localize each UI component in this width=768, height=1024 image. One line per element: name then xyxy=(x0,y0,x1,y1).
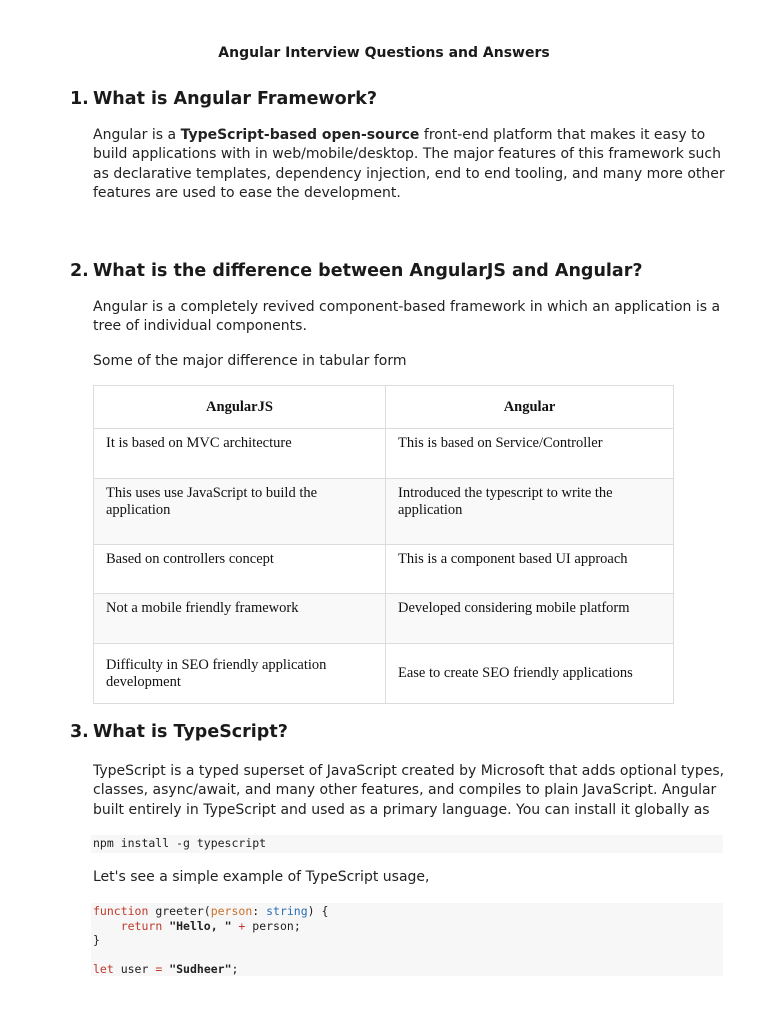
table-cell: Ease to create SEO friendly applications xyxy=(386,644,674,704)
code-text: user xyxy=(113,962,156,976)
table-header-row xyxy=(94,386,674,429)
table-row xyxy=(94,644,674,704)
example-intro: Let's see a simple example of TypeScript usage, xyxy=(93,869,430,885)
question-3-number: 3. xyxy=(70,722,89,742)
question-1-heading xyxy=(70,89,377,109)
table-cell: This uses use JavaScript to build the application xyxy=(94,479,386,545)
answer-text-start: Angular is a xyxy=(93,127,181,143)
code-text: person; xyxy=(252,918,301,933)
table-cell: Introduced the typescript to write the application xyxy=(386,479,674,545)
question-3-answer: TypeScript is a typed superset of JavaScript created by Microsoft that adds optional types, classes, async/await, and many other features, and compiles to plain JavaScript. Angular built entirely in TypeScript and used as a primary language. You can install it globally as xyxy=(93,763,725,818)
table-cell: This is based on Service/Controller xyxy=(386,429,674,479)
question-3-heading xyxy=(70,722,288,742)
header-angular: Angular xyxy=(386,386,674,429)
code-operator: + xyxy=(231,918,253,933)
code-param: person xyxy=(210,904,253,918)
table-cell: It is based on MVC architecture xyxy=(94,429,386,479)
table-cell: Difficulty in SEO friendly application development xyxy=(94,644,386,704)
code-text: : xyxy=(252,904,267,918)
document-title: Angular Interview Questions and Answers xyxy=(218,45,550,61)
code-indent xyxy=(93,919,121,933)
question-1-title: What is Angular Framework? xyxy=(93,89,378,109)
table-cell: Not a mobile friendly framework xyxy=(94,594,386,644)
code-text: ) { xyxy=(307,904,329,918)
code-line xyxy=(91,904,723,919)
code-type: string xyxy=(266,904,308,918)
table-cell: This is a component based UI approach xyxy=(386,545,674,594)
code-text: greeter( xyxy=(148,904,211,918)
code-text: ; xyxy=(231,962,239,976)
example-code-block xyxy=(91,903,723,976)
code-line-blank xyxy=(91,948,723,963)
answer-text-end: front-end platform that makes it easy to build applications with in web/mobile/desktop. The major features of this framework such as declarative templates, dependency injection, end to end tooling, and many more other features are used to ease the development. xyxy=(93,127,725,202)
table-row xyxy=(94,429,674,479)
question-2-answer: Angular is a completely revived component-based framework in which an application is a tree of individual components. xyxy=(93,299,721,335)
code-line: } xyxy=(93,933,100,947)
table-cell: Developed considering mobile platform xyxy=(386,594,674,644)
comparison-table xyxy=(93,385,674,704)
question-2-title: What is the difference between AngularJS and Angular? xyxy=(93,261,643,281)
code-operator: = xyxy=(155,962,163,976)
question-1-answer xyxy=(93,126,728,204)
install-code-block xyxy=(91,835,723,853)
question-3-title: What is TypeScript? xyxy=(93,722,288,742)
code-keyword: function xyxy=(93,904,149,918)
code-string: "Hello, " xyxy=(169,918,232,933)
install-command: npm install -g typescript xyxy=(93,836,267,850)
answer-bold-text: TypeScript-based open-source xyxy=(180,127,420,143)
code-keyword: return xyxy=(120,918,163,933)
code-string: "Sudheer" xyxy=(169,962,232,976)
table-row xyxy=(94,545,674,594)
table-intro: Some of the major difference in tabular form xyxy=(93,353,407,369)
table-cell: Based on controllers concept xyxy=(94,545,386,594)
code-line xyxy=(91,919,723,934)
question-1-number: 1. xyxy=(70,89,89,109)
header-angularjs: AngularJS xyxy=(94,386,386,429)
table-row xyxy=(94,594,674,644)
question-2-number: 2. xyxy=(70,261,89,281)
code-keyword: let xyxy=(93,962,114,976)
code-line xyxy=(91,962,723,977)
question-2-heading xyxy=(70,261,643,281)
table-row xyxy=(94,479,674,545)
